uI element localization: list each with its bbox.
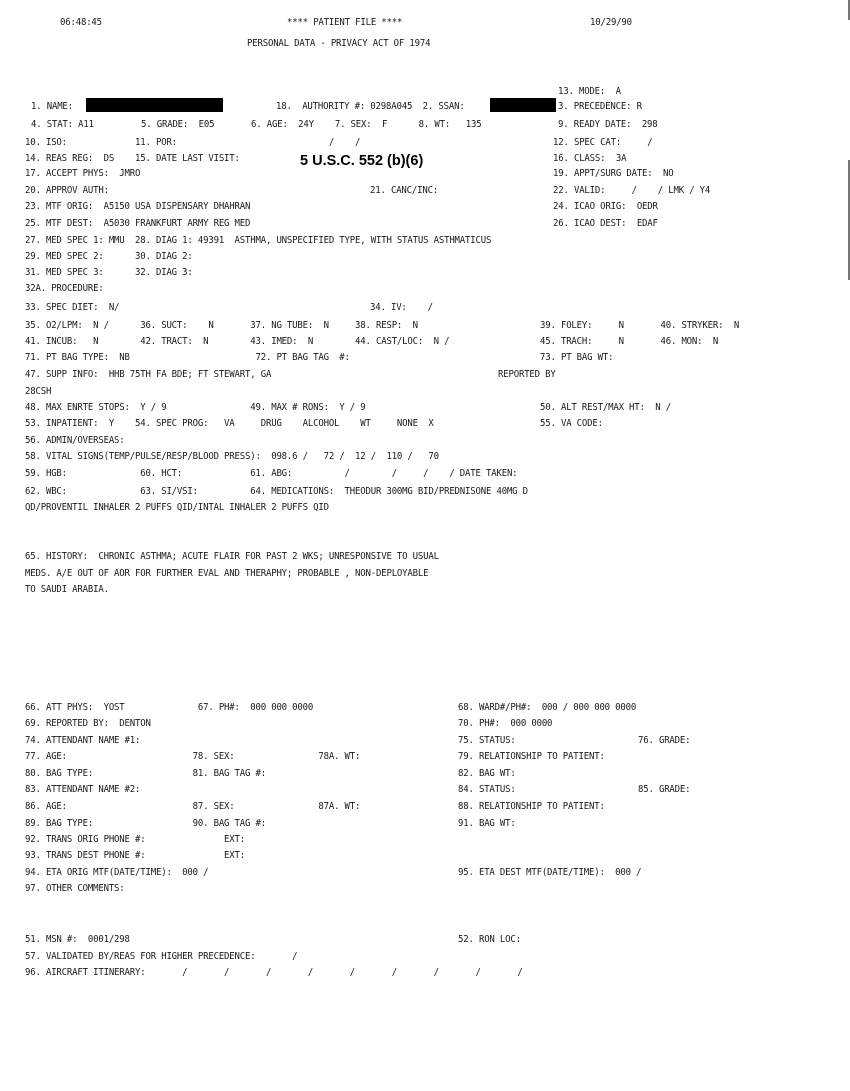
field-line: 13. MODE: A: [558, 86, 621, 97]
field-line: 1. NAME:: [31, 101, 73, 112]
field-line: 27. MED SPEC 1: MMU 28. DIAG 1: 49391 ASTHMA, UNSPECIFIED TYPE, WITH STATUS ASTHMATICUS: [25, 235, 492, 246]
field-line: 48. MAX ENRTE STOPS: Y / 9 49. MAX # RONS: Y / 9: [25, 402, 366, 413]
field-line: 76. GRADE:: [638, 735, 691, 746]
field-line: 53. INPATIENT: Y 54. SPEC PROG: VA DRUG ALCOHOL WT NONE X: [25, 418, 434, 429]
field-line: 18. AUTHORITY #: 0298A045 2. SSAN:: [276, 101, 465, 112]
field-line: 17. ACCEPT PHYS: JMRO: [25, 168, 141, 179]
field-line: 93. TRANS DEST PHONE #: EXT:: [25, 850, 246, 861]
history-line: MEDS. A/E OUT OF AOR FOR FURTHER EVAL AND THERAPHY; PROBABLE , NON-DEPLOYABLE: [25, 568, 429, 579]
field-line: 89. BAG TYPE: 90. BAG TAG #:: [25, 818, 266, 829]
history-line: TO SAUDI ARABIA.: [25, 584, 109, 595]
field-line: 25. MTF DEST: A5030 FRANKFURT ARMY REG MED: [25, 218, 251, 229]
field-line: 91. BAG WT:: [458, 818, 516, 829]
field-line: 57. VALIDATED BY/REAS FOR HIGHER PRECEDENCE: /: [25, 951, 298, 962]
field-line: 33. SPEC DIET: N/: [25, 302, 120, 313]
field-line: 95. ETA DEST MTF(DATE/TIME): 000 /: [458, 867, 642, 878]
field-line: 77. AGE: 78. SEX: 78A. WT:: [25, 751, 361, 762]
field-line: 50. ALT REST/MAX HT: N /: [540, 402, 671, 413]
field-line: QD/PROVENTIL INHALER 2 PUFFS QID/INTAL INHALER 2 PUFFS QID: [25, 502, 329, 513]
field-line: 97. OTHER COMMENTS:: [25, 883, 125, 894]
field-line: 3. PRECEDENCE: R: [558, 101, 642, 112]
field-line: 22. VALID: / / LMK / Y4: [553, 185, 711, 196]
header-time: 06:48:45: [60, 17, 102, 28]
field-line: 85. GRADE:: [638, 784, 691, 795]
field-line: 16. CLASS: 3A: [553, 153, 627, 164]
redaction-note: 5 U.S.C. 552 (b)(6): [300, 153, 424, 169]
field-line: 20. APPROV AUTH:: [25, 185, 109, 196]
field-line: 24. ICAO ORIG: OEDR: [553, 201, 658, 212]
field-line: 94. ETA ORIG MTF(DATE/TIME): 000 /: [25, 867, 209, 878]
field-line: 68. WARD#/PH#: 000 / 000 000 0000: [458, 702, 637, 713]
header-subtitle: PERSONAL DATA - PRIVACY ACT OF 1974: [247, 38, 431, 49]
field-line: 14. REAS REG: DS 15. DATE LAST VISIT:: [25, 153, 240, 164]
field-line: 73. PT BAG WT:: [540, 352, 614, 363]
field-line: 88. RELATIONSHIP TO PATIENT:: [458, 801, 605, 812]
field-line: 45. TRACH: N 46. MON: N: [540, 336, 719, 347]
field-line: 69. REPORTED BY: DENTON: [25, 718, 151, 729]
field-line: 86. AGE: 87. SEX: 87A. WT:: [25, 801, 361, 812]
field-line: 12. SPEC CAT: /: [553, 137, 653, 148]
field-line: 52. RON LOC:: [458, 934, 521, 945]
header-title: **** PATIENT FILE ****: [287, 17, 403, 28]
field-line: 4. STAT: A11 5. GRADE: E05 6. AGE: 24Y 7. SEX: F 8. WT: 135: [31, 119, 482, 130]
field-line: 32A. PROCEDURE:: [25, 283, 104, 294]
header-date: 10/29/90: [590, 17, 632, 28]
field-line: 47. SUPP INFO: HHB 75TH FA BDE; FT STEWART, GA: [25, 369, 272, 380]
field-line: 28CSH: [25, 386, 52, 397]
ssan-redaction: [490, 98, 556, 112]
name-redaction: [86, 98, 223, 112]
field-line: 96. AIRCRAFT ITINERARY: / / / / / / / / /: [25, 967, 523, 978]
field-line: 92. TRANS ORIG PHONE #: EXT:: [25, 834, 246, 845]
field-line: 83. ATTENDANT NAME #2:: [25, 784, 141, 795]
field-line: 10. ISO: 11. POR: / /: [25, 137, 361, 148]
field-line: 59. HGB: 60. HCT: 61. ABG: / / / / DATE TAKEN:: [25, 468, 518, 479]
field-line: 35. O2/LPM: N / 36. SUCT: N 37. NG TUBE: N 38. RESP: N: [25, 320, 418, 331]
field-line: 9. READY DATE: 298: [558, 119, 658, 130]
field-line: 19. APPT/SURG DATE: NO: [553, 168, 674, 179]
field-line: 80. BAG TYPE: 81. BAG TAG #:: [25, 768, 266, 779]
field-line: 70. PH#: 000 0000: [458, 718, 553, 729]
history-line: 65. HISTORY: CHRONIC ASTHMA; ACUTE FLAIR FOR PAST 2 WKS; UNRESPONSIVE TO USUAL: [25, 551, 439, 562]
field-line: REPORTED BY: [498, 369, 556, 380]
field-line: 26. ICAO DEST: EDAF: [553, 218, 658, 229]
field-line: 41. INCUB: N 42. TRACT: N 43. IMED: N 44. CAST/LOC: N /: [25, 336, 450, 347]
field-line: 31. MED SPEC 3: 32. DIAG 3:: [25, 267, 193, 278]
field-line: 55. VA CODE:: [540, 418, 603, 429]
field-line: 39. FOLEY: N 40. STRYKER: N: [540, 320, 740, 331]
field-line: 34. IV: /: [370, 302, 433, 313]
field-line: 62. WBC: 63. SI/VSI: 64. MEDICATIONS: THEODUR 300MG BID/PREDNISONE 40MG D: [25, 486, 528, 497]
field-line: 56. ADMIN/OVERSEAS:: [25, 435, 125, 446]
field-line: 84. STATUS:: [458, 784, 516, 795]
field-line: 29. MED SPEC 2: 30. DIAG 2:: [25, 251, 193, 262]
field-line: 66. ATT PHYS: YOST 67. PH#: 000 000 0000: [25, 702, 314, 713]
field-line: 21. CANC/INC:: [370, 185, 439, 196]
field-line: 74. ATTENDANT NAME #1:: [25, 735, 141, 746]
field-line: 58. VITAL SIGNS(TEMP/PULSE/RESP/BLOOD PRESS): 098.6 / 72 / 12 / 110 / 70: [25, 451, 439, 462]
field-line: 51. MSN #: 0001/298: [25, 934, 130, 945]
field-line: 79. RELATIONSHIP TO PATIENT:: [458, 751, 605, 762]
field-line: 71. PT BAG TYPE: NB 72. PT BAG TAG #:: [25, 352, 350, 363]
field-line: 82. BAG WT:: [458, 768, 516, 779]
field-line: 75. STATUS:: [458, 735, 516, 746]
field-line: 23. MTF ORIG: A5150 USA DISPENSARY DHAHRAN: [25, 201, 251, 212]
